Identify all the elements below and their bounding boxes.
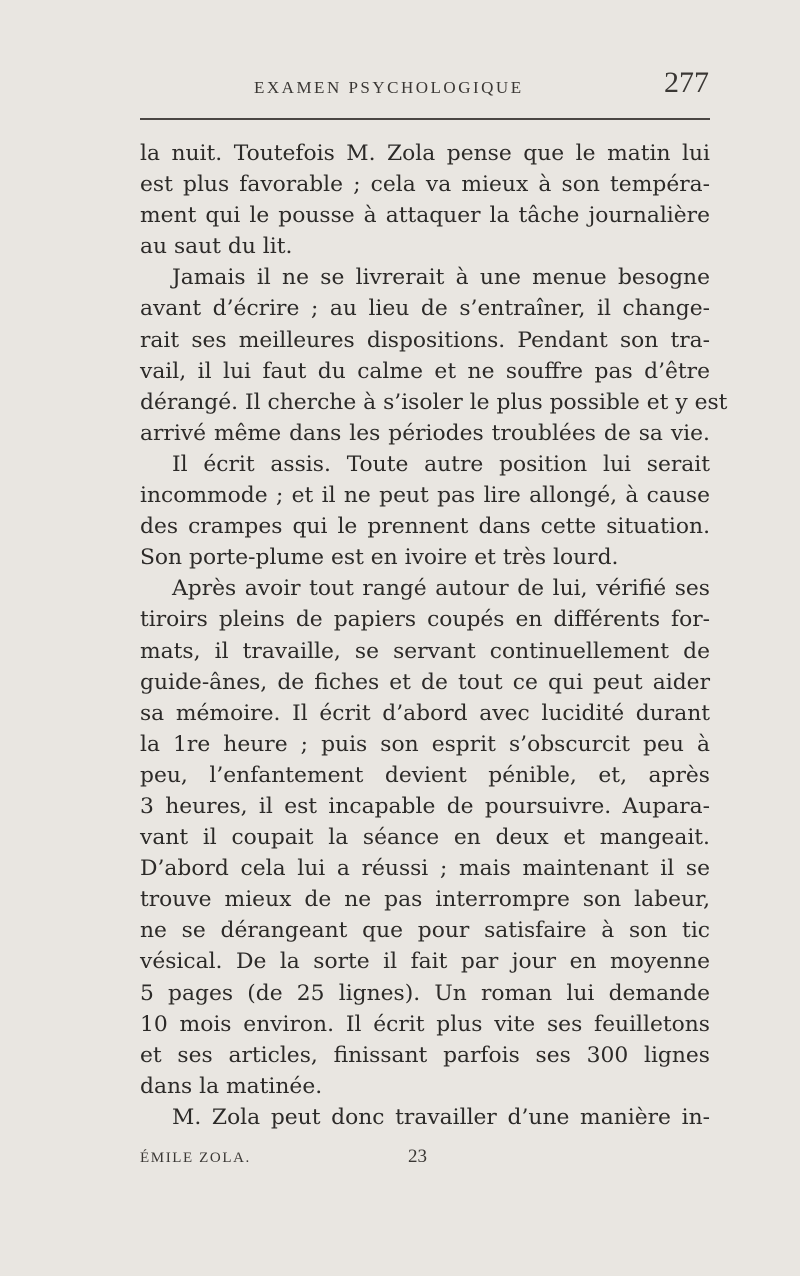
body-text: [140, 138, 728, 1133]
text-line: mats, il travaille, se servant continuellement de: [140, 638, 710, 664]
text-line: au saut du lit.: [140, 234, 293, 260]
text-line: tiroirs pleins de papiers coupés en différents for-: [140, 607, 710, 633]
text-line: trouve mieux de ne pas interrompre son labeur,: [140, 887, 710, 913]
text-line: vant il coupait la séance en deux et mangeait.: [140, 825, 710, 851]
text-line: sa mémoire. Il écrit d’abord avec lucidité durant: [140, 700, 710, 726]
text-line: dérangé. Il cherche à s’isoler le plus possible et y est: [140, 389, 728, 415]
text-line: Après avoir tout rangé autour de lui, vérifié ses: [172, 576, 710, 602]
text-line: rait ses meilleures dispositions. Pendant son tra-: [140, 327, 710, 353]
text-line: 3 heures, il est incapable de poursuivre. Aupara-: [140, 793, 710, 819]
text-line: vésical. De la sorte il fait par jour en moyenne: [140, 949, 710, 975]
text-line: avant d’écrire ; au lieu de s’entraîner, il change-: [140, 296, 710, 322]
text-line: la nuit. Toutefois M. Zola pense que le matin lui: [140, 141, 710, 166]
signature-mark: ÉMILE ZOLA.: [140, 1150, 251, 1166]
text-line: ne se dérangeant que pour satisfaire à son tic: [140, 918, 710, 944]
signature-number: 23: [408, 1146, 427, 1167]
text-line: arrivé même dans les périodes troublées de sa vie.: [140, 420, 710, 446]
text-line: peu, l’enfantement devient pénible, et, après: [140, 762, 710, 788]
text-line: est plus favorable ; cela va mieux à son tempéra-: [140, 172, 710, 198]
text-line: et ses articles, finissant parfois ses 300 lignes: [140, 1042, 710, 1068]
text-line: 10 mois environ. Il écrit plus vite ses feuilletons: [140, 1011, 710, 1037]
header-rule: [140, 118, 710, 120]
text-line: Jamais il ne se livrerait à une menue besogne: [172, 265, 710, 291]
text-line: Son porte-plume est en ivoire et très lourd.: [140, 545, 619, 571]
text-line: vail, il lui faut du calme et ne souffre pas d’être: [140, 358, 710, 384]
text-line: la 1re heure ; puis son esprit s’obscurcit peu à: [140, 731, 710, 757]
text-line: incommode ; et il ne peut pas lire allongé, à cause: [140, 483, 710, 509]
text-line: 5 pages (de 25 lignes). Un roman lui demande: [140, 980, 710, 1006]
text-line: guide-ânes, de fiches et de tout ce qui peut aider: [140, 669, 710, 695]
text-line: Il écrit assis. Toute autre position lui serait: [172, 451, 710, 477]
text-line: D’abord cela lui a réussi ; mais maintenant il se: [140, 856, 710, 882]
text-line: ment qui le pousse à attaquer la tâche journalière: [140, 203, 710, 229]
text-line: des crampes qui le prennent dans cette situation.: [140, 514, 710, 540]
text-line: dans la matinée.: [140, 1073, 323, 1099]
text-line: M. Zola peut donc travailler d’une manière in-: [172, 1104, 710, 1130]
page-number: 277: [664, 66, 709, 99]
running-title: EXAMEN PSYCHOLOGIQUE: [254, 78, 524, 97]
